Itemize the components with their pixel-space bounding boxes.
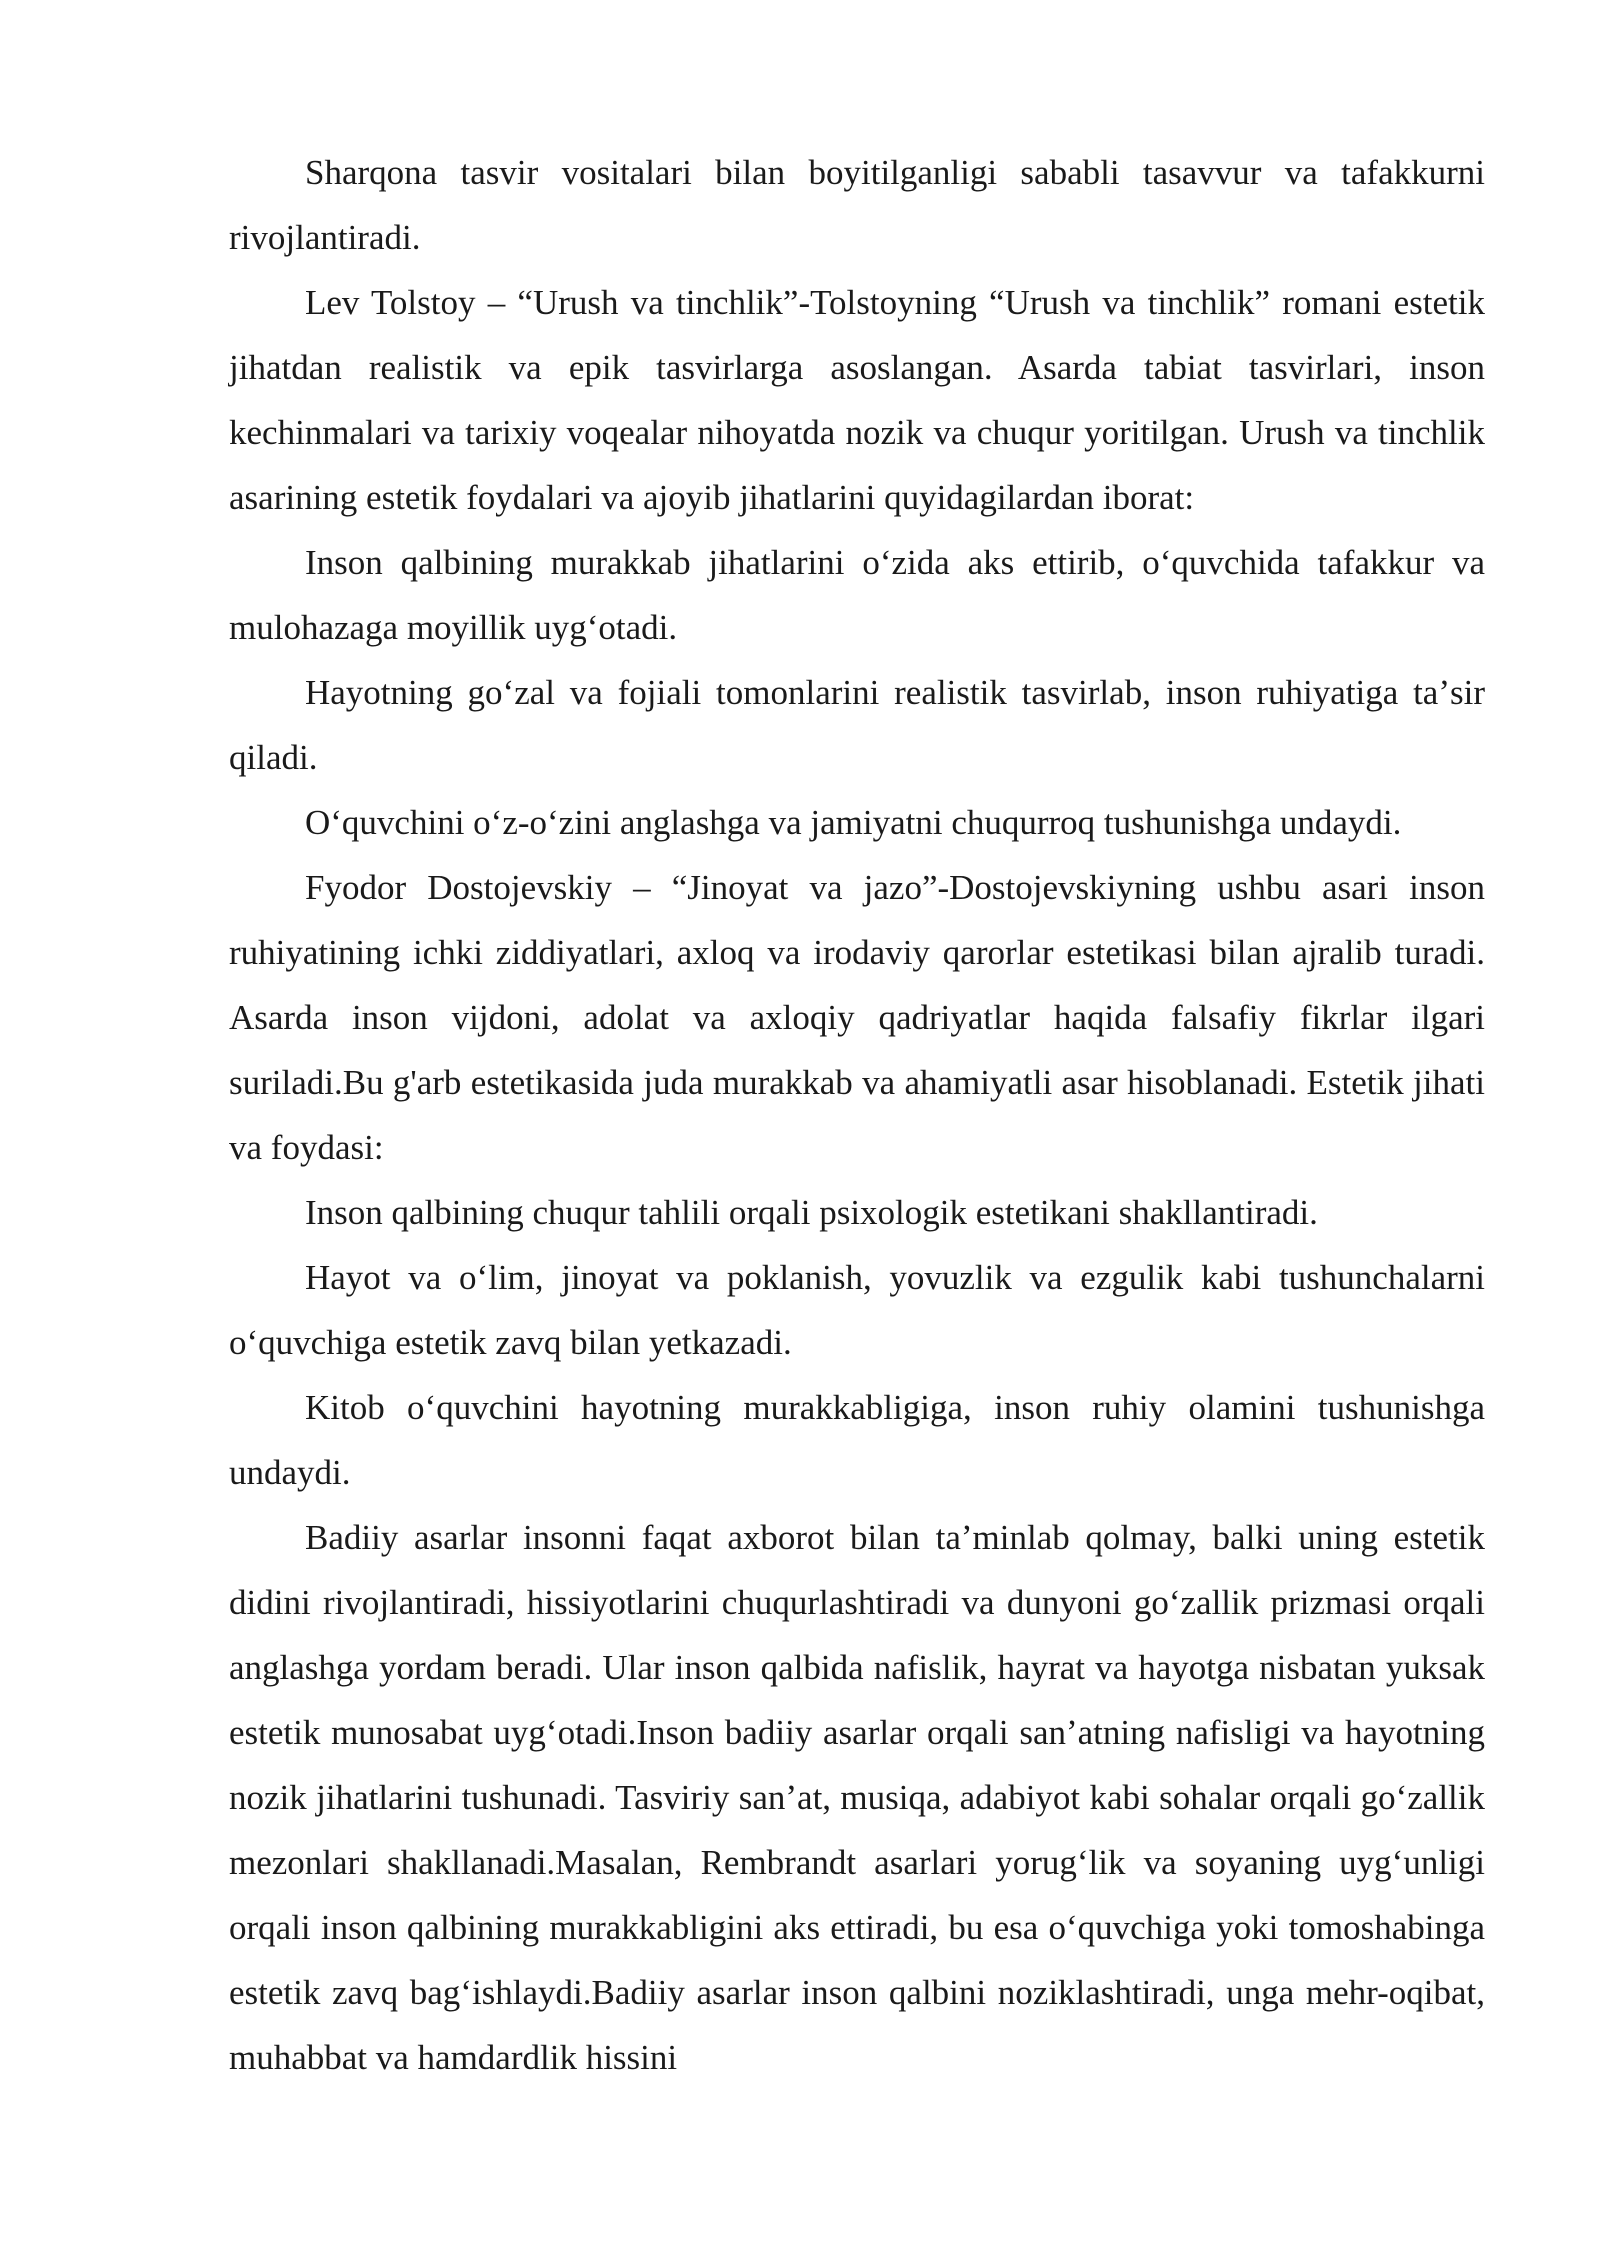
paragraph: Oʻquvchini oʻz-oʻzini anglashga va jamiyatni chuqurroq tushunishga undaydi. bbox=[305, 803, 1402, 842]
paragraph: Badiiy asarlar insonni faqat axborot bilan taʼminlab qolmay, balki uning estetik didini rivojlantiradi, hissiyotlarini chuqurlashtiradi va dunyoni goʻzallik prizmasi orqali anglashga yordam beradi. Ular inson qalbida nafislik, hayrat va hayotga nisbatan yuksak estetik munosabat uygʻotadi.Inson badiiy asarlar orqali sanʼatning nafisligi va hayotning nozik jihatlarini tushunadi. Tasviriy sanʼat, musiqa, adabiyot kabi sohalar orqali goʻzallik mezonlari shakllanadi.Masalan, Rembrandt asarlari yorugʻlik va soyaning uygʻunligi orqali inson qalbining murakkabligini aks ettiradi, bu esa oʻquvchiga yoki tomoshabinga estetik zavq bagʻishlaydi.Badiiy asarlar inson qalbini noziklashtiradi, unga mehr-oqibat, muhabbat va hamdardlik hissini bbox=[229, 1518, 1485, 2077]
paragraph: Inson qalbining murakkab jihatlarini oʻzida aks ettirib, oʻquvchida tafakkur va mulohazaga moyillik uygʻotadi. bbox=[229, 543, 1485, 647]
paragraph: Sharqona tasvir vositalari bilan boyitilganligi sababli tasavvur va tafakkurni rivojlantiradi. bbox=[229, 153, 1485, 257]
paragraph: Fyodor Dostojevskiy – “Jinoyat va jazo”-Dostojevskiyning ushbu asari inson ruhiyatining ichki ziddiyatlari, axloq va irodaviy qarorlar estetikasi bilan ajralib turadi. Asarda inson vijdoni, adolat va axloqiy qadriyatlar haqida falsafiy fikrlar ilgari suriladi.Bu g'arb estetikasida juda murakkab va ahamiyatli asar hisoblanadi. Estetik jihati va foydasi: bbox=[229, 868, 1485, 1167]
paragraph: Hayot va oʻlim, jinoyat va poklanish, yovuzlik va ezgulik kabi tushunchalarni oʻquvchiga estetik zavq bilan yetkazadi. bbox=[229, 1258, 1485, 1362]
paragraph: Kitob oʻquvchini hayotning murakkabligiga, inson ruhiy olamini tushunishga undaydi. bbox=[229, 1388, 1485, 1492]
document-page bbox=[229, 140, 1485, 2090]
paragraph: Lev Tolstoy – “Urush va tinchlik”-Tolstoyning “Urush va tinchlik” romani estetik jihatdan realistik va epik tasvirlarga asoslangan. Asarda tabiat tasvirlari, inson kechinmalari va tarixiy voqealar nihoyatda nozik va chuqur yoritilgan. Urush va tinchlik asarining estetik foydalari va ajoyib jihatlarini quyidagilardan iborat: bbox=[229, 283, 1485, 517]
paragraph: Inson qalbining chuqur tahlili orqali psixologik estetikani shakllantiradi. bbox=[305, 1193, 1318, 1232]
paragraph: Hayotning goʻzal va fojiali tomonlarini realistik tasvirlab, inson ruhiyatiga taʼsir qiladi. bbox=[229, 673, 1485, 777]
